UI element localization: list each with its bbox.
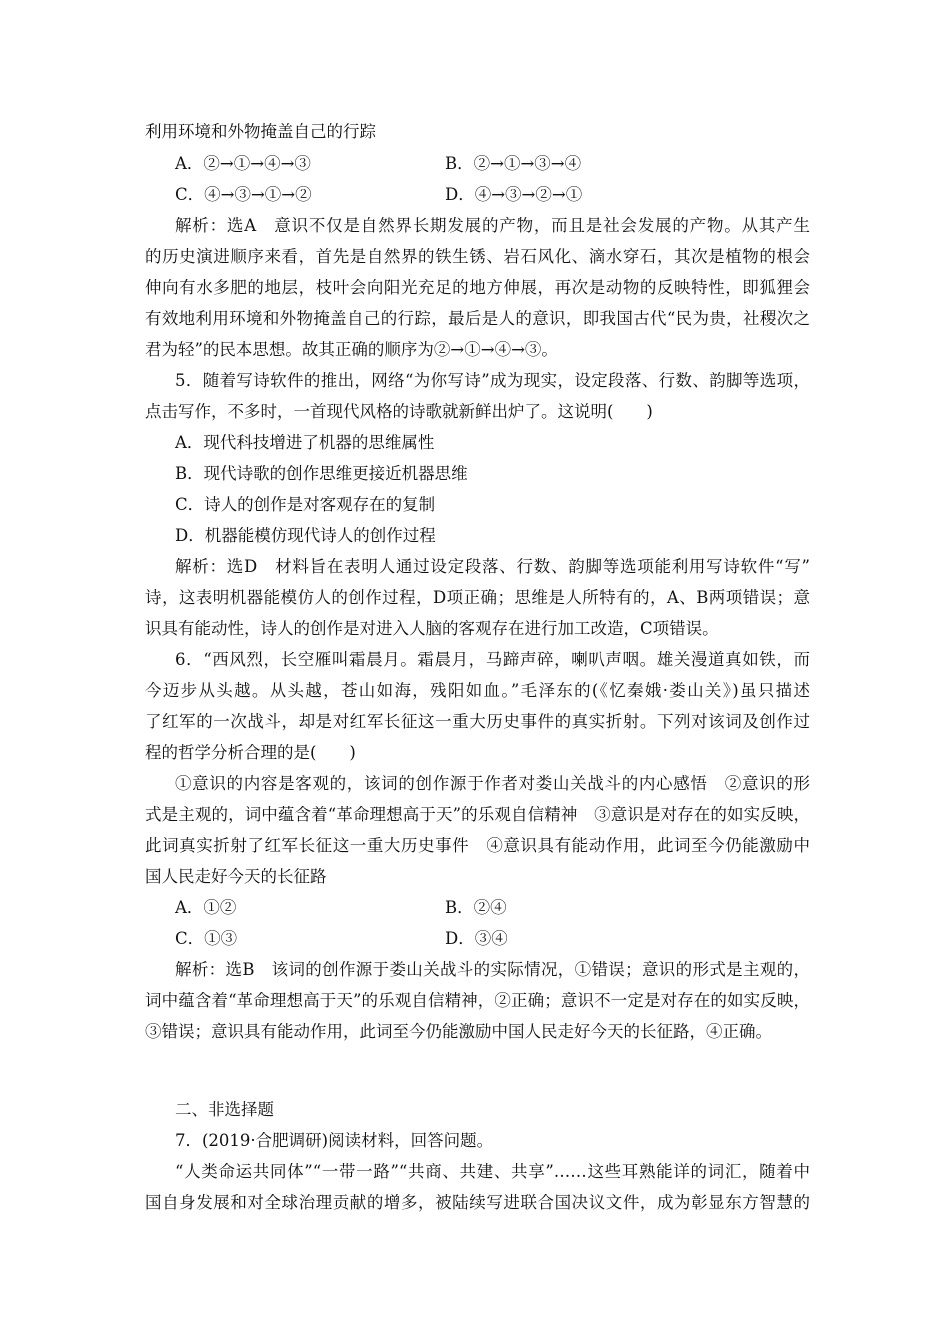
q5-option-d: D．机器能模仿现代诗人的创作过程 [175, 526, 436, 545]
q6-option-a: A．①② [175, 898, 237, 917]
q7-stem: 7．(2019·合肥调研)阅读材料，回答问题。 [175, 1131, 494, 1150]
q5-option-a: A．现代科技增进了机器的思维属性 [175, 433, 435, 452]
q5-stem-line: 5．随着写诗软件的推出，网络“为你写诗”成为现实，设定段落、行数、韵脚等选项， [175, 371, 810, 390]
section-heading: 二、非选择题 [175, 1100, 274, 1119]
q4-option-a: A．②→①→④→③ [175, 154, 311, 173]
q6-option-b: B．②④ [445, 898, 507, 917]
q6-analysis-line: 词中蕴含着“革命理想高于天”的乐观自信精神，②正确；意识不一定是对存在的如实反映， [145, 991, 810, 1010]
q4-analysis-line: 解析：选A 意识不仅是自然界长期发展的产物，而且是社会发展的产物。从其产生 [175, 216, 810, 235]
q7-material-line: “人类命运共同体”“一带一路”“共商、共建、共享”……这些耳熟能详的词汇，随着中 [175, 1162, 810, 1181]
q5-stem-line: 点击写作，不多时，一首现代风格的诗歌就新鲜出炉了。这说明( ) [145, 402, 653, 421]
q4-option-c: C．④→③→①→② [175, 185, 312, 204]
q4-option-d: D．④→③→②→① [445, 185, 583, 204]
q6-option-c: C．①③ [175, 929, 238, 948]
q6-item-line: 此词真实折射了红军长征这一重大历史事件 ④意识具有能动作用，此词至今仍能激励中 [145, 836, 810, 855]
q4-analysis-line: 君为轻”的民本思想。故其正确的顺序为②→①→④→③。 [145, 340, 558, 359]
q6-stem-line: 6．“西风烈，长空雁叫霜晨月。霜晨月，马蹄声碎，喇叭声咽。雄关漫道真如铁，而 [175, 650, 810, 669]
q6-item-line: ①意识的内容是客观的，该词的创作源于作者对娄山关战斗的内心感悟 ②意识的形 [175, 774, 810, 793]
q6-item-line: 国人民走好今天的长征路 [145, 867, 327, 886]
q4-stem-tail: 利用环境和外物掩盖自己的行踪 [145, 122, 376, 141]
q7-material-line: 国自身发展和对全球治理贡献的增多，被陆续写进联合国决议文件，成为彰显东方智慧的 [145, 1193, 810, 1212]
q6-analysis-line: 解析：选B 该词的创作源于娄山关战斗的实际情况，①错误；意识的形式是主观的， [175, 960, 810, 979]
q6-stem-line: 程的哲学分析合理的是( ) [145, 743, 356, 762]
q5-option-c: C．诗人的创作是对客观存在的复制 [175, 495, 436, 514]
q6-stem-line: 了红军的一次战斗，却是对红军长征这一重大历史事件的真实折射。下列对该词及创作过 [145, 712, 810, 731]
q5-analysis-line: 解析：选D 材料旨在表明人通过设定段落、行数、韵脚等选项能利用写诗软件“写” [175, 557, 810, 576]
q4-analysis-line: 的历史演进顺序来看，首先是自然界的铁生锈、岩石风化、滴水穿石，其次是植物的根会 [145, 247, 810, 266]
q6-analysis-line: ③错误；意识具有能动作用，此词至今仍能激励中国人民走好今天的长征路，④正确。 [145, 1022, 772, 1041]
q4-analysis-line: 伸向有水多肥的地层，枝叶会向阳光充足的地方伸展，再次是动物的反映特性，即狐狸会 [145, 278, 810, 297]
q5-option-b: B．现代诗歌的创作思维更接近机器思维 [175, 464, 468, 483]
q4-option-b: B．②→①→③→④ [445, 154, 582, 173]
q6-item-line: 式是主观的，词中蕴含着“革命理想高于天”的乐观自信精神 ③意识是对存在的如实反映， [145, 805, 810, 824]
q5-analysis-line: 识具有能动性，诗人的创作是对进入人脑的客观存在进行加工改造，C项错误。 [145, 619, 719, 638]
q6-option-d: D．③④ [445, 929, 508, 948]
q4-analysis-line: 有效地利用环境和外物掩盖自己的行踪，最后是人的意识，即我国古代“民为贵，社稷次之 [145, 309, 810, 328]
q5-analysis-line: 诗，这表明机器能模仿人的创作过程，D项正确；思维是人所特有的，A、B两项错误；意 [145, 588, 810, 607]
q6-stem-line: 今迈步从头越。从头越，苍山如海，残阳如血。”毛泽东的(《忆秦娥·娄山关》)虽只描述 [145, 681, 810, 700]
